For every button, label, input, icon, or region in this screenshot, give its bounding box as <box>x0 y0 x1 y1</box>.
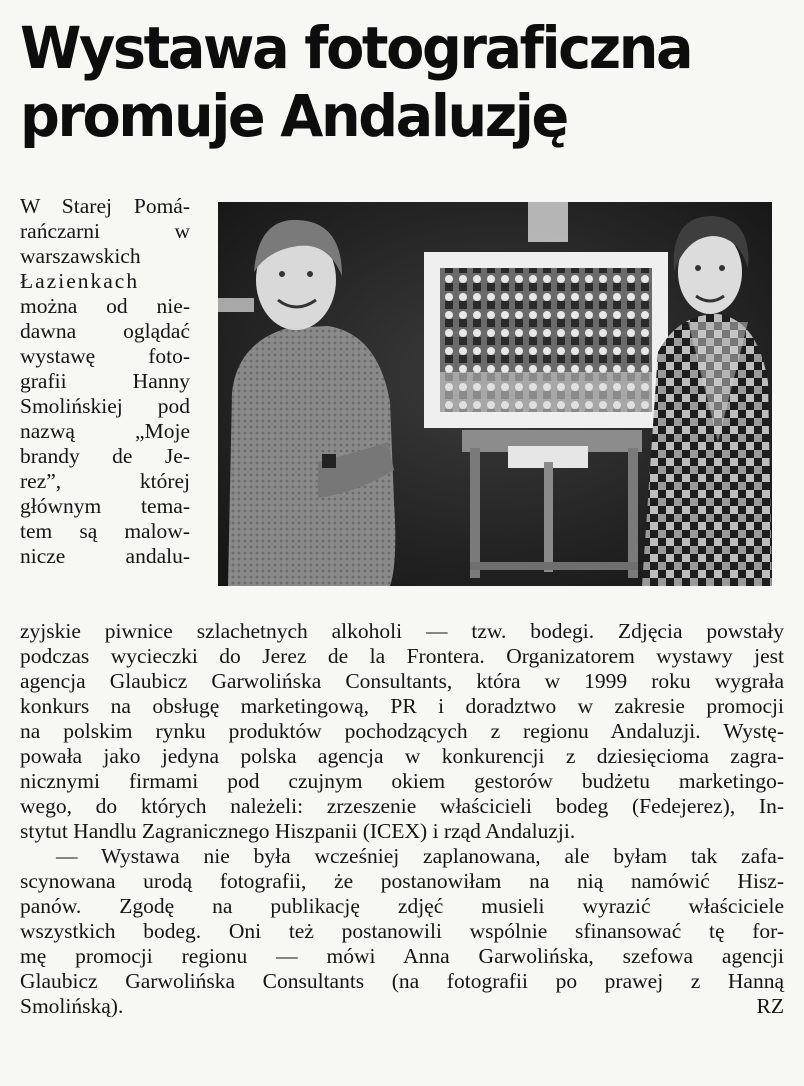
text-line: grafii Hanny <box>20 369 190 393</box>
article-headline <box>20 14 759 150</box>
text-line: wszystkich bodeg. Oni też postanowili wspólnie sfinansować tę for- <box>20 919 784 943</box>
text-line: głównym tema- <box>20 494 190 518</box>
text-line: wystawę foto- <box>20 344 190 368</box>
text-line: scynowana urodą fotografii, że postanowiłam na nią namówić Hisz- <box>20 869 784 893</box>
text-line: — Wystawa nie była wcześniej zaplanowana, ale byłam tak zafa- <box>56 844 784 868</box>
article-body <box>20 619 784 1019</box>
text-line: Smolińską). <box>20 994 124 1018</box>
text-line: brandy de Je- <box>20 444 190 468</box>
intro-column <box>20 194 190 569</box>
headline-line-1: Wystawa fotograficzna <box>20 14 692 82</box>
headline-line-2: promuje Andaluzję <box>20 82 567 150</box>
text-line: konkurs na obsługę marketingową, PR i doradztwo w zakresie promocji <box>20 694 784 718</box>
text-line: zyjskie piwnice szlachetnych alkoholi — tzw. bodegi. Zdjęcia powstały <box>20 619 784 643</box>
author-signature: RZ <box>756 994 784 1018</box>
text-line: agencja Glaubicz Garwolińska Consultants, która w 1999 roku wygrała <box>20 669 784 693</box>
text-line: powała jako jedyna polska agencja w konkurencji z dziesięcioma zagra- <box>20 744 784 768</box>
text-line: można od nie- <box>20 294 190 318</box>
text-line: na polskim rynku produktów pochodzących z regionu Andaluzji. Wystę- <box>20 719 784 743</box>
text-line: nazwą „Moje <box>20 419 190 443</box>
text-line: wego, do których należeli: zrzeszenie właścicieli bodeg (Fedejerez), In- <box>20 794 784 818</box>
text-line: tem są malow- <box>20 519 190 543</box>
photo-illustration <box>218 202 772 586</box>
text-line: stytut Handlu Zagranicznego Hiszpanii (ICEX) i rząd Andaluzji. <box>20 819 576 843</box>
closing-line <box>20 994 784 1019</box>
text-line: W Starej Pomá- <box>20 194 190 218</box>
article-photo <box>218 202 772 586</box>
text-line: panów. Zgodę na publikację zdjęć musieli wyrazić właściciele <box>20 894 784 918</box>
text-line: rańczarni w <box>20 219 190 243</box>
text-line: Smolińskiej pod <box>20 394 190 418</box>
text-line: warszawskich <box>20 244 141 268</box>
text-line: podczas wycieczki do Jerez de la Frontera. Organizatorem wystawy jest <box>20 644 784 668</box>
text-line: dawna oglądać <box>20 319 190 343</box>
text-line: rez”, której <box>20 469 190 493</box>
text-line: nicznymi firmami pod czujnym okiem gestorów budżetu marketingo- <box>20 769 784 793</box>
text-line: mę promocji regionu — mówi Anna Garwolińska, szefowa agencji <box>20 944 784 968</box>
text-line: Glaubicz Garwolińska Consultants (na fotografii po prawej z Hanną <box>20 969 784 993</box>
text-line: Łazienkach <box>20 269 140 293</box>
text-line: nicze andalu- <box>20 544 190 568</box>
